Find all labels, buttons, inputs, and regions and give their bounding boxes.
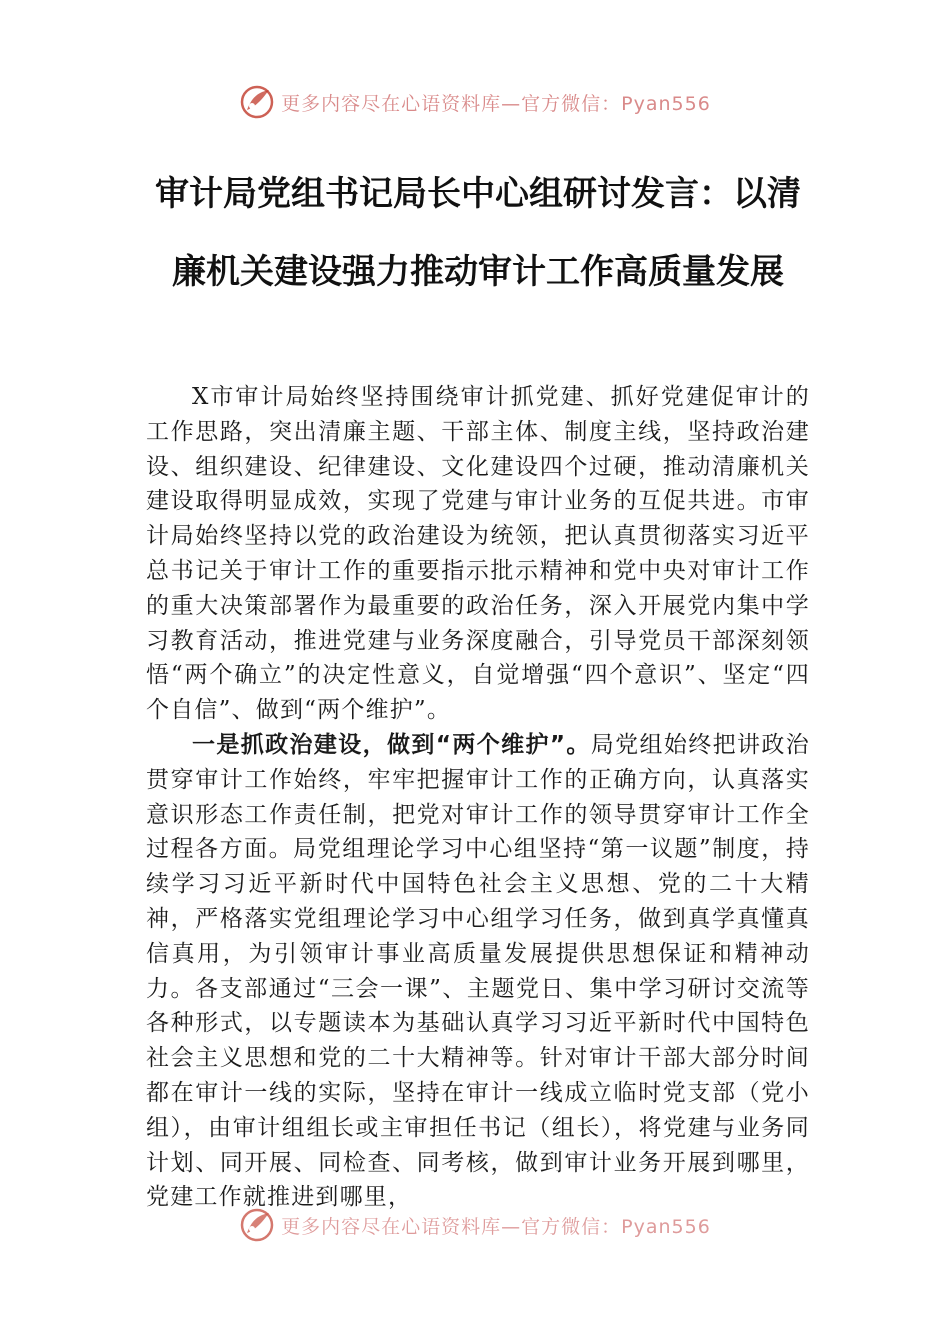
paragraph-text: 局党组始终把讲政治贯穿审计工作始终，牢牢把握审计工作的正确方向，认真落实意识形态工作责任制，把党对审计工作的领导贯穿审计工作全过程各方面。局党组理论学习中心组坚持“第一议题”制度，持续学习习近平新时代中国特色社会主义思想、党的二十大精神，严格落实党组理论学习中心组学习任务，做到真学真懂真信真用，为引领审计事业高质量发展提供思想保证和精神动力。各支部通过“三会一课”、主题党日、集中学习研讨交流等各种形式，以专题读本为基础认真学习习近平新时代中国特色社会主义思想和党的二十大精神等。针对审计干部大部分时间都在审计一线的实际，坚持在审计一线成立临时党支部（党小组），由审计组组长或主审担任书记（组长），将党建与业务同计划、同开展、同检查、同考核，做到审计业务开展到哪里，党建工作就推进到哪里， [146, 731, 810, 1211]
header-watermark [0, 82, 950, 122]
watermark-text: 更多内容尽在心语资料库—官方微信：Pyan556 [281, 92, 711, 115]
ink-brush-logo-icon [239, 84, 275, 120]
document-body [146, 380, 810, 1215]
paragraph-political-building [146, 728, 810, 1215]
paragraph-text: X市审计局始终坚持围绕审计抓党建、抓好党建促审计的工作思路，突出清廉主题、干部主体、制度主线，坚持政治建设、组织建设、纪律建设、文化建设四个过硬，推动清廉机关建设取得明显成效，实现了党建与审计业务的互促共进。市审计局始终坚持以党的政治建设为统领，把认真贯彻落实习近平总书记关于审计工作的重要指示批示精神和党中央对审计工作的重大决策部署作为最重要的政治任务，深入开展党内集中学习教育活动，推进党建与业务深度融合，引导党员干部深刻领悟“两个确立”的决定性意义，自觉增强“四个意识”、坚定“四个自信”、做到“两个维护”。 [146, 384, 810, 724]
ink-brush-logo-icon [239, 1207, 275, 1243]
document-title: 审计局党组书记局长中心组研讨发言：以清廉机关建设强力推动审计工作高质量发展 [155, 174, 801, 292]
paragraph-intro [146, 380, 810, 728]
footer-watermark [0, 1205, 950, 1245]
paragraph-lead: 一是抓政治建设，做到“两个维护”。 [192, 731, 591, 758]
watermark-text: 更多内容尽在心语资料库—官方微信：Pyan556 [281, 1215, 711, 1238]
